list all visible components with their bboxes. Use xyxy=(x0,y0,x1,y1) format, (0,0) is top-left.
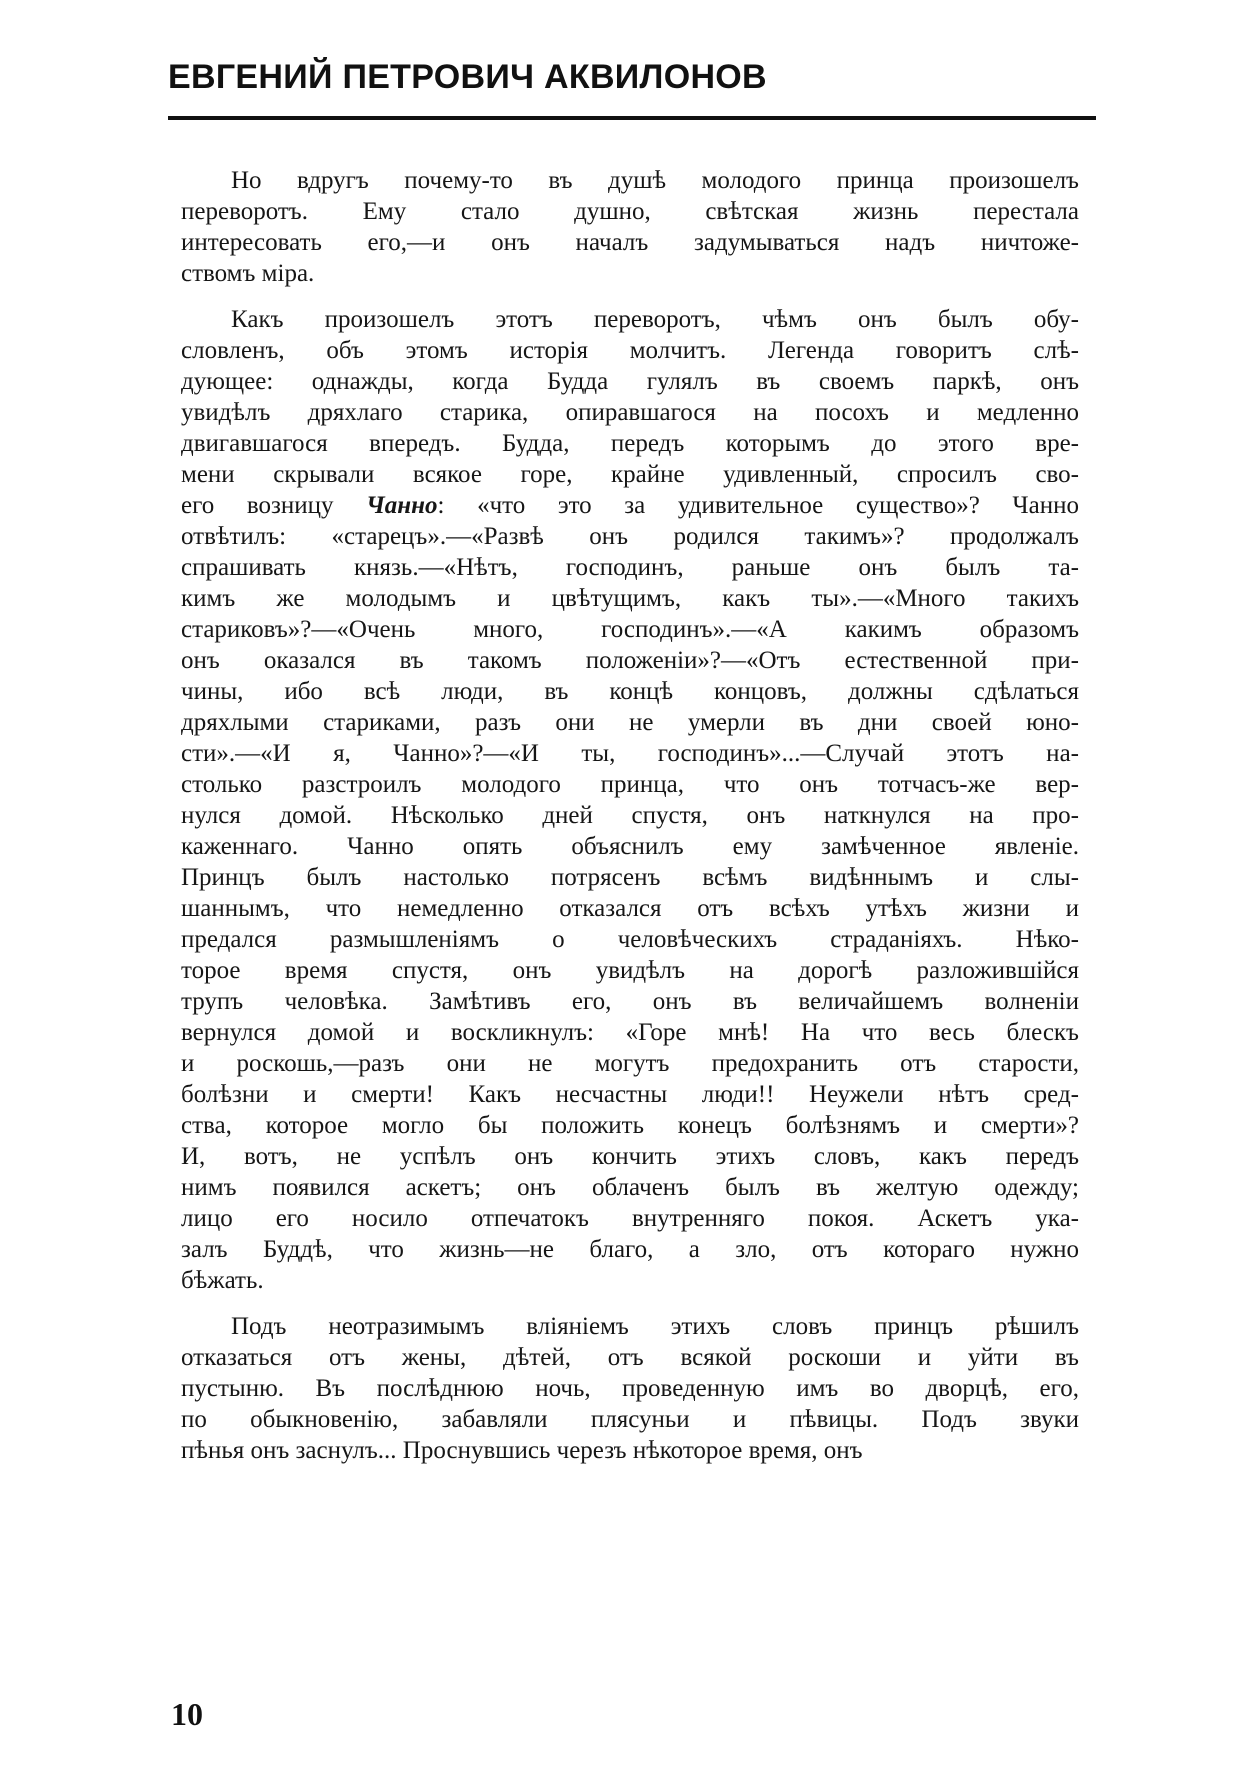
text-line: и роскошь,—разъ они не могутъ предохранить отъ старости, xyxy=(181,1050,1079,1077)
text-line: нимъ появился аскетъ; онъ облаченъ былъ въ желтую одежду; xyxy=(181,1174,1079,1201)
text-line: увидѣлъ дряхлаго старика, опиравшагося на посохъ и медленно xyxy=(181,399,1079,426)
text-line: болѣзни и смерти! Какъ несчастны люди!! Неужели нѣтъ сред- xyxy=(181,1081,1079,1108)
text-line: мени скрывали всякое горе, крайне удивленный, спросилъ сво- xyxy=(181,461,1079,488)
text-line: торое время спустя, онъ увидѣлъ на дорогѣ разложившійся xyxy=(181,957,1079,984)
text-line: столько разстроилъ молодого принца, что онъ тотчасъ-же вер- xyxy=(181,771,1079,798)
text-line: Подъ неотразимымъ вліяніемъ этихъ словъ принцъ рѣшилъ xyxy=(231,1313,1079,1340)
text-line: двигавшагося впередъ. Будда, передъ которымъ до этого вре- xyxy=(181,430,1079,457)
text-line: залъ Буддѣ, что жизнь—не благо, а зло, отъ котораго нужно xyxy=(181,1236,1079,1263)
text-line: ства, которое могло бы положить конецъ болѣзнямъ и смерти»? xyxy=(181,1112,1079,1139)
text-line: онъ оказался въ такомъ положеніи»?—«Отъ естественной при- xyxy=(181,647,1079,674)
text-line: отказаться отъ жены, дѣтей, отъ всякой роскоши и уйти въ xyxy=(181,1344,1079,1371)
text-line: Но вдругъ почему-то въ душѣ молодого принца произошелъ xyxy=(231,167,1079,194)
page-number: 10 xyxy=(171,1696,203,1732)
text-line: словленъ, объ этомъ исторія молчитъ. Легенда говоритъ слѣ- xyxy=(181,337,1079,364)
running-head: ЕВГЕНИЙ ПЕТРОВИЧ АКВИЛОНОВ xyxy=(168,58,767,96)
text-line: вернулся домой и воскликнулъ: «Горе мнѣ! На что весь блескъ xyxy=(181,1019,1079,1046)
text-line: кимъ же молодымъ и цвѣтущимъ, какъ ты».—«Много такихъ xyxy=(181,585,1079,612)
text-line: дующее: однажды, когда Будда гулялъ въ своемъ паркѣ, онъ xyxy=(181,368,1079,395)
text-line: стариковъ»?—«Очень много, господинъ».—«А какимъ образомъ xyxy=(181,616,1079,643)
text-line: И, вотъ, не успѣлъ онъ кончить этихъ словъ, какъ передъ xyxy=(181,1143,1079,1170)
text-line: шаннымъ, что немедленно отказался отъ всѣхъ утѣхъ жизни и xyxy=(181,895,1079,922)
text-line: дряхлыми стариками, разъ они не умерли въ дни своей юно- xyxy=(181,709,1079,736)
italic-name: Чанно xyxy=(366,492,438,519)
text-line: его возницу Чанно: «что это за удивительное существо»? Чанно xyxy=(181,492,1079,519)
text-line: интересовать его,—и онъ началъ задумываться надъ ничтоже- xyxy=(181,229,1079,256)
text-line: пѣнья онъ заснулъ... Проснувшись черезъ нѣкоторое время, онъ xyxy=(181,1437,863,1464)
text-line: каженнаго. Чанно опять объяснилъ ему замѣченное явленіе. xyxy=(181,833,1079,860)
text-line: лицо его носило отпечатокъ внутренняго покоя. Аскетъ ука- xyxy=(181,1205,1079,1232)
text-line: предался размышленіямъ о человѣческихъ страданіяхъ. Нѣко- xyxy=(181,926,1079,953)
text-line: чины, ибо всѣ люди, въ концѣ концовъ, должны сдѣлаться xyxy=(181,678,1079,705)
text-line: сти».—«И я, Чанно»?—«И ты, господинъ»...—Случай этотъ на- xyxy=(181,740,1079,767)
text-line: трупъ человѣка. Замѣтивъ его, онъ въ величайшемъ волненіи xyxy=(181,988,1079,1015)
text-line: Какъ произошелъ этотъ переворотъ, чѣмъ онъ былъ обу- xyxy=(231,306,1079,333)
text-line: спрашивать князь.—«Нѣтъ, господинъ, раньше онъ былъ та- xyxy=(181,554,1079,581)
text-line: переворотъ. Ему стало душно, свѣтская жизнь перестала xyxy=(181,198,1079,225)
text-line: отвѣтилъ: «старецъ».—«Развѣ онъ родился такимъ»? продолжалъ xyxy=(181,523,1079,550)
text-line: пустыню. Въ послѣднюю ночь, проведенную имъ во дворцѣ, его, xyxy=(181,1375,1079,1402)
text-line: по обыкновенію, забавляли плясуньи и пѣвицы. Подъ звуки xyxy=(181,1406,1079,1433)
text-line: бѣжать. xyxy=(181,1267,264,1294)
text-line: Принцъ былъ настолько потрясенъ всѣмъ видѣннымъ и слы- xyxy=(181,864,1079,891)
text-line: ствомъ міра. xyxy=(181,260,315,287)
text-line: нулся домой. Нѣсколько дней спустя, онъ наткнулся на про- xyxy=(181,802,1079,829)
